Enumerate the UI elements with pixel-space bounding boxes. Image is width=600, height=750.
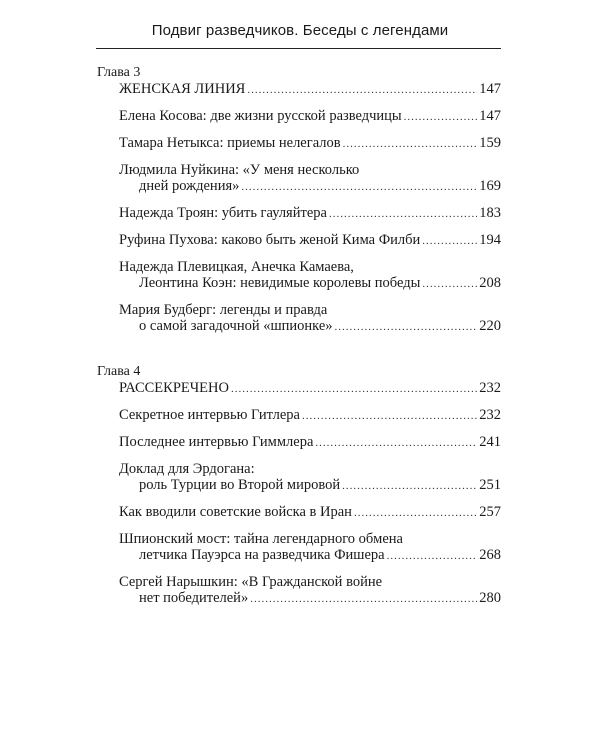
dot-leader <box>343 136 478 152</box>
toc-entry-line: Надежда Плевицкая, Анечка Камаева, <box>119 259 354 275</box>
toc-entry-text: Последнее интервью Гиммлера <box>119 434 314 450</box>
chapter-label: Глава 4 <box>97 364 141 379</box>
toc-entry[interactable] <box>97 108 501 125</box>
page-number: 147 <box>479 108 501 124</box>
toc-entry-row[interactable] <box>97 547 501 564</box>
toc-entry-text: Надежда Троян: убить гауляйтера <box>119 205 327 221</box>
toc-entry-line: Шпионский мост: тайна легендарного обмена <box>119 531 403 547</box>
toc-entry-text: Леонтина Коэн: невидимые королевы победы <box>139 275 421 291</box>
page-number: 220 <box>479 318 501 334</box>
toc-entry[interactable] <box>97 135 501 152</box>
page-number: 208 <box>479 275 501 291</box>
chapter-label: Глава 3 <box>97 65 141 80</box>
page-number: 147 <box>479 81 501 97</box>
toc-entry-text: нет победителей» <box>139 590 249 606</box>
toc-entry-text: Елена Косова: две жизни русской разведчицы <box>119 108 402 124</box>
toc-entry-text: летчика Пауэрса на разведчика Фишера <box>139 547 385 563</box>
toc-entry[interactable] <box>97 259 501 292</box>
page-number: 280 <box>479 590 501 606</box>
dot-leader <box>329 206 477 222</box>
toc-entry[interactable] <box>97 434 501 451</box>
toc-entry-row[interactable] <box>97 504 501 521</box>
toc-entry-row[interactable] <box>97 434 501 451</box>
page-number: 194 <box>479 232 501 248</box>
chapter-spacer <box>97 349 501 363</box>
toc-entry-text: Руфина Пухова: каково быть женой Кима Филби <box>119 232 421 248</box>
page-number: 268 <box>479 547 501 563</box>
dot-leader <box>241 179 477 195</box>
page-number: 251 <box>479 477 501 493</box>
toc-entry-text: ЖЕНСКАЯ ЛИНИЯ <box>119 81 246 97</box>
chapter-title-row[interactable] <box>97 81 501 98</box>
toc-entry-text: роль Турции во Второй мировой <box>139 477 341 493</box>
dot-leader <box>247 82 477 98</box>
toc-entry-line: Мария Будберг: легенды и правда <box>119 302 328 318</box>
dot-leader <box>422 276 477 292</box>
toc-entry[interactable] <box>97 407 501 424</box>
toc-entry[interactable] <box>97 232 501 249</box>
toc-entry-text: о самой загадочной «шпионке» <box>139 318 333 334</box>
toc-entry[interactable] <box>97 205 501 222</box>
toc-entry-text: РАССЕКРЕЧЕНО <box>119 380 229 396</box>
dot-leader <box>315 435 477 451</box>
chapter-section <box>97 64 501 335</box>
toc-entry-row[interactable] <box>97 108 501 125</box>
toc-entry-row[interactable] <box>97 205 501 222</box>
toc-entry-row[interactable] <box>97 135 501 152</box>
toc-entry-row[interactable] <box>97 232 501 249</box>
table-of-contents <box>97 64 501 621</box>
toc-entry-text: Как вводили советские войска в Иран <box>119 504 352 520</box>
toc-entry-text: Тамара Нетыкса: приемы нелегалов <box>119 135 341 151</box>
running-header: Подвиг разведчиков. Беседы с легендами <box>151 22 449 39</box>
dot-leader <box>250 591 477 607</box>
page-number: 169 <box>479 178 501 194</box>
toc-entry-row[interactable] <box>97 590 501 607</box>
toc-entry-row[interactable] <box>97 477 501 494</box>
dot-leader <box>302 408 477 424</box>
page-number: 159 <box>479 135 501 151</box>
toc-entry-row[interactable] <box>97 178 501 195</box>
toc-entry-text: Секретное интервью Гитлера <box>119 407 300 423</box>
toc-entry-row[interactable] <box>97 318 501 335</box>
chapter-section <box>97 363 501 607</box>
page-number: 241 <box>479 434 501 450</box>
page-number: 232 <box>479 380 501 396</box>
dot-leader <box>342 478 477 494</box>
toc-entry[interactable] <box>97 302 501 335</box>
dot-leader <box>404 109 478 125</box>
toc-entry[interactable] <box>97 574 501 607</box>
toc-entry-line: Доклад для Эрдогана: <box>119 461 255 477</box>
toc-entry[interactable] <box>97 162 501 195</box>
toc-entry[interactable] <box>97 461 501 494</box>
header-rule <box>96 48 501 49</box>
dot-leader <box>354 505 477 521</box>
dot-leader <box>231 381 477 397</box>
toc-entry[interactable] <box>97 531 501 564</box>
dot-leader <box>335 319 478 335</box>
page-number: 257 <box>479 504 501 520</box>
dot-leader <box>422 233 477 249</box>
page-number: 183 <box>479 205 501 221</box>
toc-entry-text: дней рождения» <box>139 178 240 194</box>
page-number: 232 <box>479 407 501 423</box>
toc-entry-line: Людмила Нуйкина: «У меня несколько <box>119 162 360 178</box>
toc-entry-row[interactable] <box>97 407 501 424</box>
toc-entry-line: Сергей Нарышкин: «В Гражданской войне <box>119 574 383 590</box>
toc-entry[interactable] <box>97 504 501 521</box>
toc-entry-row[interactable] <box>97 275 501 292</box>
chapter-title-row[interactable] <box>97 380 501 397</box>
dot-leader <box>387 548 478 564</box>
